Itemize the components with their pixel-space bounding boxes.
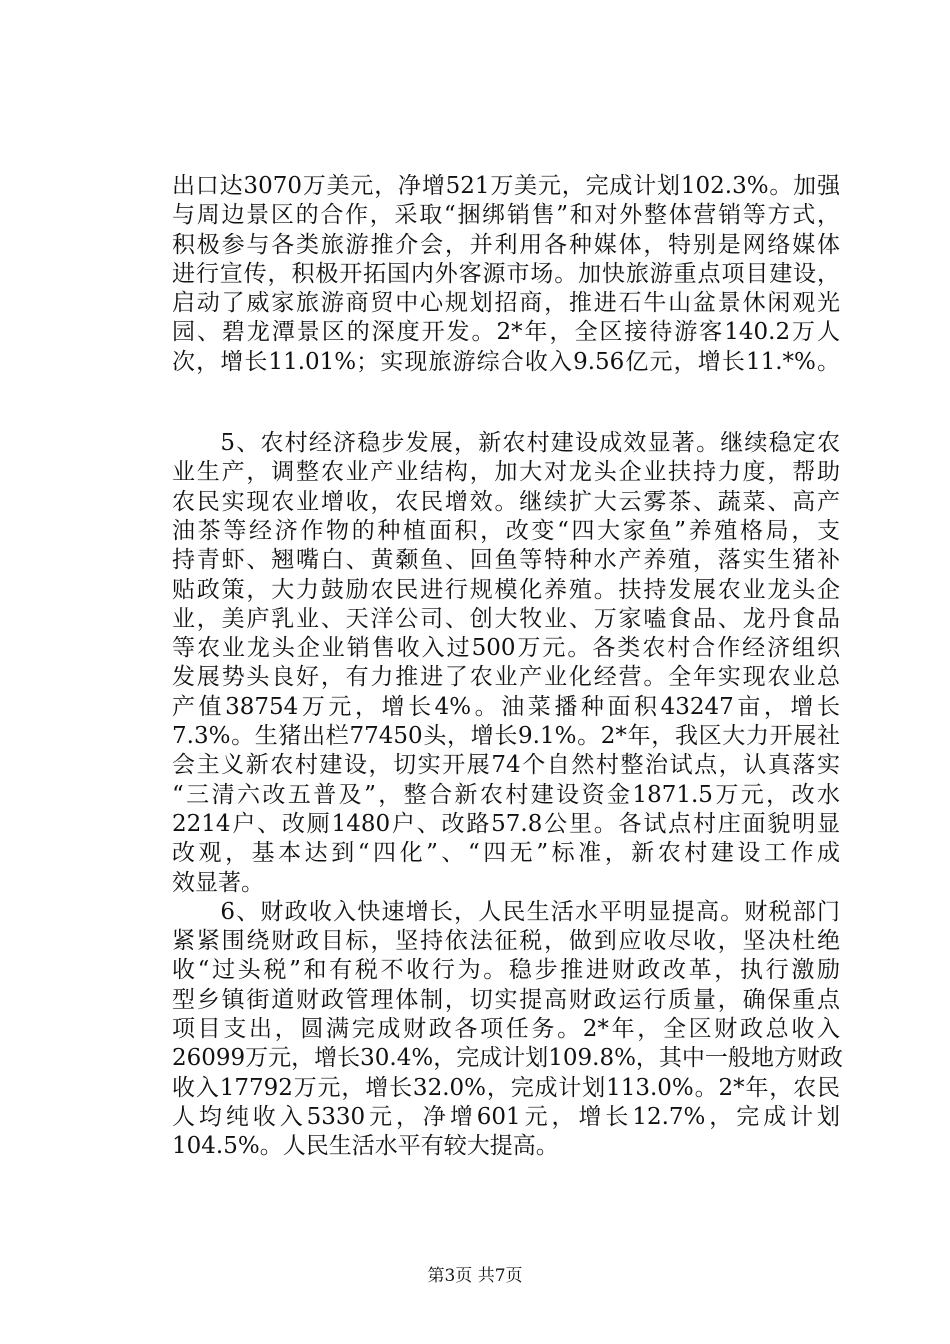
text-line: 与周边景区的合作，采取“捆绑销售”和对外整体营销等方式， [172,202,840,229]
page-number-footer: 第3页 共7页 [427,1266,523,1286]
text-line: 业生产，调整农业产业结构，加大对龙头企业扶持力度，帮助 [172,459,840,486]
text-line: 效显著。 [172,869,264,896]
text-line: 2214户、改厕1480户、改路57.8公里。各试点村庄面貌明显 [172,810,840,837]
text-line: 产值38754万元，增长4%。油菜播种面积43247亩，增长 [172,693,840,720]
text-line: 次，增长11.01%；实现旅游综合收入9.56亿元，增长11.*%。 [172,348,840,375]
text-line: 会主义新农村建设，切实开展74个自然村整治试点，认真落实 [172,752,840,779]
text-line: 104.5%。人民生活水平有较大提高。 [172,1133,559,1160]
paragraph-finance [172,898,843,1162]
paragraph-spacer [172,377,840,429]
text-line: 园、碧龙潭景区的深度开发。2*年，全区接待游客140.2万人 [172,319,840,346]
text-line: 5、农村经济稳步发展，新农村建设成效显著。继续稳定农 [172,430,840,457]
text-line: 收入17792万元，增长32.0%，完成计划113.0%。2*年，农民 [172,1074,840,1101]
text-line: 业，美庐乳业、天洋公司、创大牧业、万家嗑食品、龙丹食品 [172,605,840,632]
text-line: 紧紧围绕财政目标，坚持依法征税，做到应收尽收，坚决杜绝 [172,928,840,955]
text-line: 7.3%。生猪出栏77450头，增长9.1%。2*年，我区大力开展社 [172,723,840,750]
text-line: “三清六改五普及”，整合新农村建设资金1871.5万元，改水 [172,781,840,808]
text-line: 发展势头良好，有力推进了农业产业化经营。全年实现农业总 [172,664,840,691]
text-line: 型乡镇街道财政管理体制，切实提高财政运行质量，确保重点 [172,986,840,1013]
text-line: 收“过头税”和有税不收行为。稳步推进财政改革，执行激励 [172,957,840,984]
text-line: 农民实现农业增收，农民增效。继续扩大云雾茶、蔬菜、高产 [172,488,840,515]
text-line: 出口达3070万美元，净增521万美元，完成计划102.3%。加强 [172,173,840,199]
text-line: 等农业龙头企业销售收入过500万元。各类农村合作经济组织 [172,635,840,662]
text-line: 油茶等经济作物的种植面积，改变“四大家鱼”养殖格局，支 [172,517,840,544]
paragraph-tourism [172,172,840,377]
text-line: 26099万元，增长30.4%，完成计划109.8%，其中一般地方财政 [172,1045,843,1072]
text-line: 项目支出，圆满完成财政各项任务。2*年，全区财政总收入 [172,1016,840,1043]
text-line: 进行宣传，积极开拓国内外客源市场。加快旅游重点项目建设， [172,260,840,287]
text-line: 启动了威家旅游商贸中心规划招商，推进石牛山盆景休闲观光 [172,290,840,317]
text-line: 改观，基本达到“四化”、“四无”标准，新农村建设工作成 [172,840,840,867]
paragraph-rural-economy [172,429,840,898]
text-line: 人均纯收入5330元，净增601元，增长12.7%，完成计划 [172,1103,840,1130]
document-body [172,172,843,1162]
text-line: 贴政策，大力鼓励农民进行规模化养殖。扶持发展农业龙头企 [172,576,840,603]
text-line: 6、财政收入快速增长，人民生活水平明显提高。财税部门 [172,898,840,925]
text-line: 积极参与各类旅游推介会，并利用各种媒体，特别是网络媒体 [172,231,840,258]
text-line: 持青虾、翘嘴白、黄颡鱼、回鱼等特种水产养殖，落实生猪补 [172,547,840,574]
